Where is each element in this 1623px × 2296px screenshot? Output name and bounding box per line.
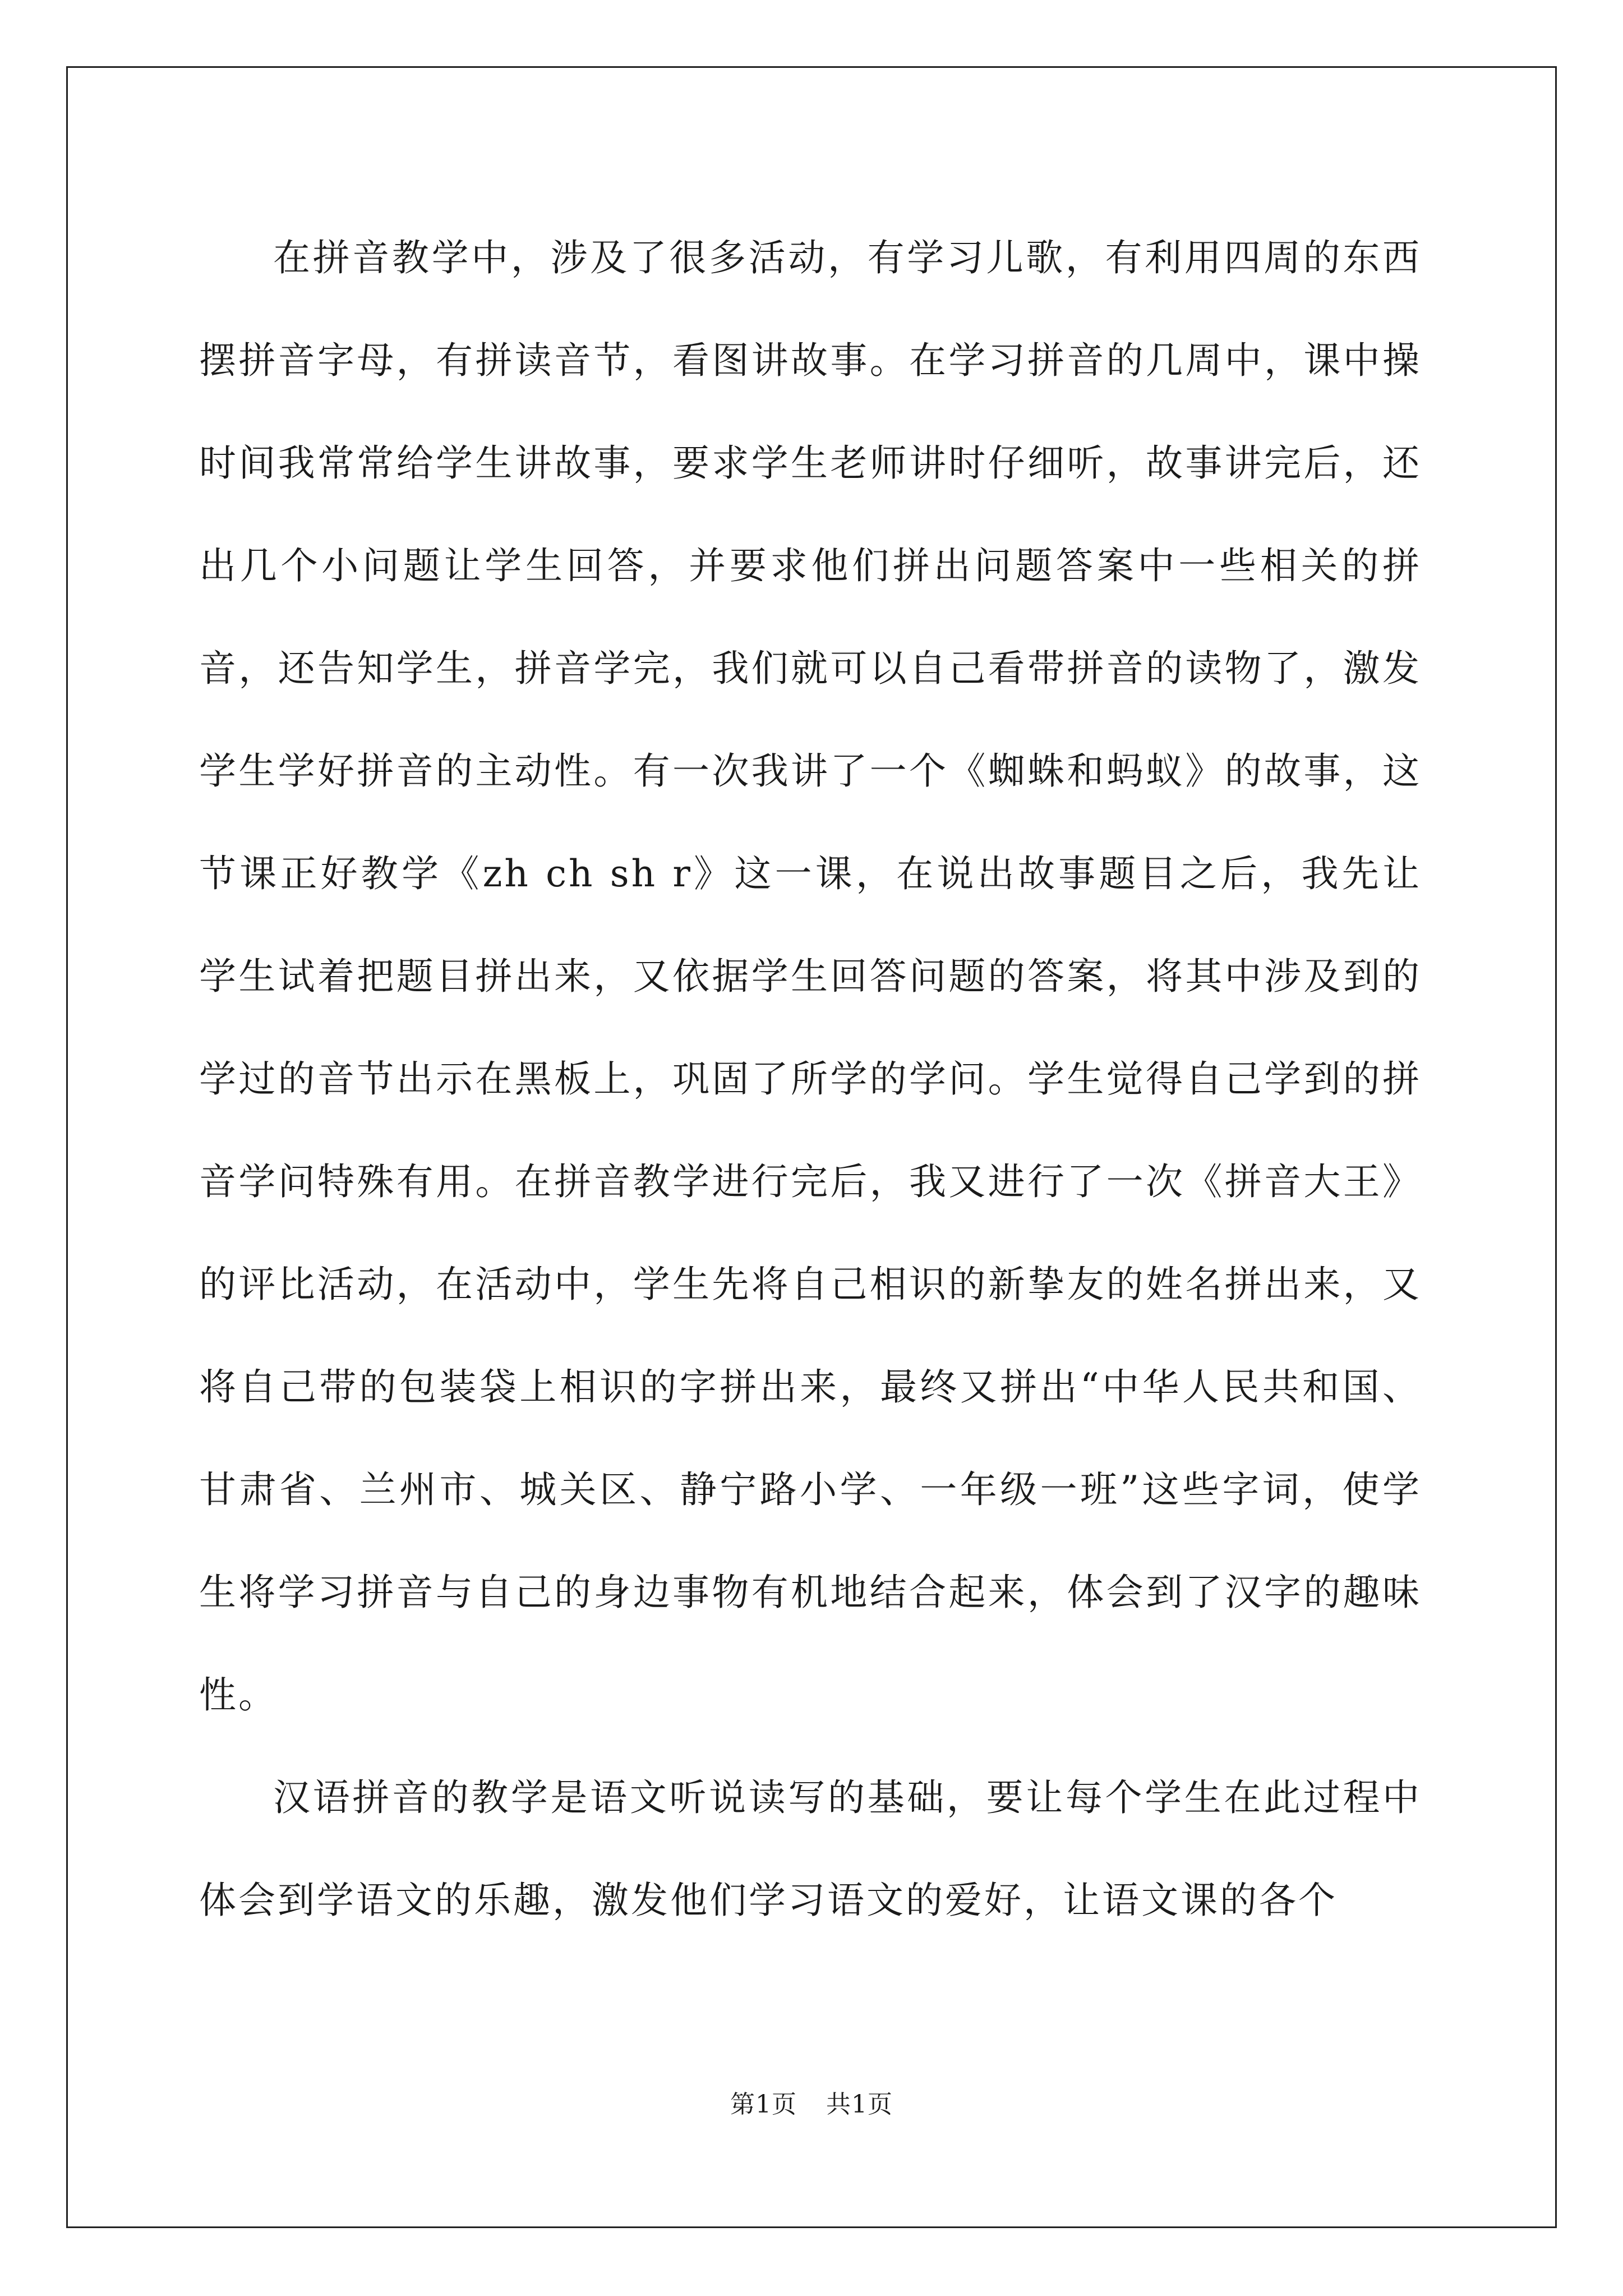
document-body <box>199 206 1422 1952</box>
page-total: 共1页 <box>826 2090 893 2119</box>
page-footer <box>0 2088 1623 2122</box>
page-number: 第1页 <box>730 2090 797 2119</box>
paragraph-2: 汉语拼音的教学是语文听说读写的基础，要让每个学生在此过程中体会到学语文的乐趣，激发他们学习语文的爱好，让语文课的各个 <box>199 1776 1422 1922</box>
paragraph-1: 在拼音教学中，涉及了很多活动，有学习儿歌，有利用四周的东西摆拼音字母，有拼读音节，看图讲故事。在学习拼音的几周中，课中操时间我常常给学生讲故事，要求学生老师讲时仔细听，故事讲完后，还出几个小问题让学生回答，并要求他们拼出问题答案中一些相关的拼音，还告知学生，拼音学完，我们就可以自己看带拼音的读物了，激发学生学好拼音的主动性。有一次我讲了一个《蜘蛛和蚂蚁》的故事，这节课正好教学《zh ch sh r》这一课，在说出故事题目之后，我先让学生试着把题目拼出来，又依据学生回答问题的答案，将其中涉及到的学过的音节出示在黑板上，巩固了所学的学问。学生觉得自己学到的拼音学问特殊有用。在拼音教学进行完后，我又进行了一次《拼音大王》的评比活动，在活动中，学生先将自己相识的新挚友的姓名拼出来，又将自己带的包装袋上相识的字拼出来，最终又拼出“中华人民共和国、甘肃省、兰州市、城关区、静宁路小学、一年级一班”这些字词，使学生将学习拼音与自己的身边事物有机地结合起来，体会到了汉字的趣味性。 <box>199 236 1422 1717</box>
